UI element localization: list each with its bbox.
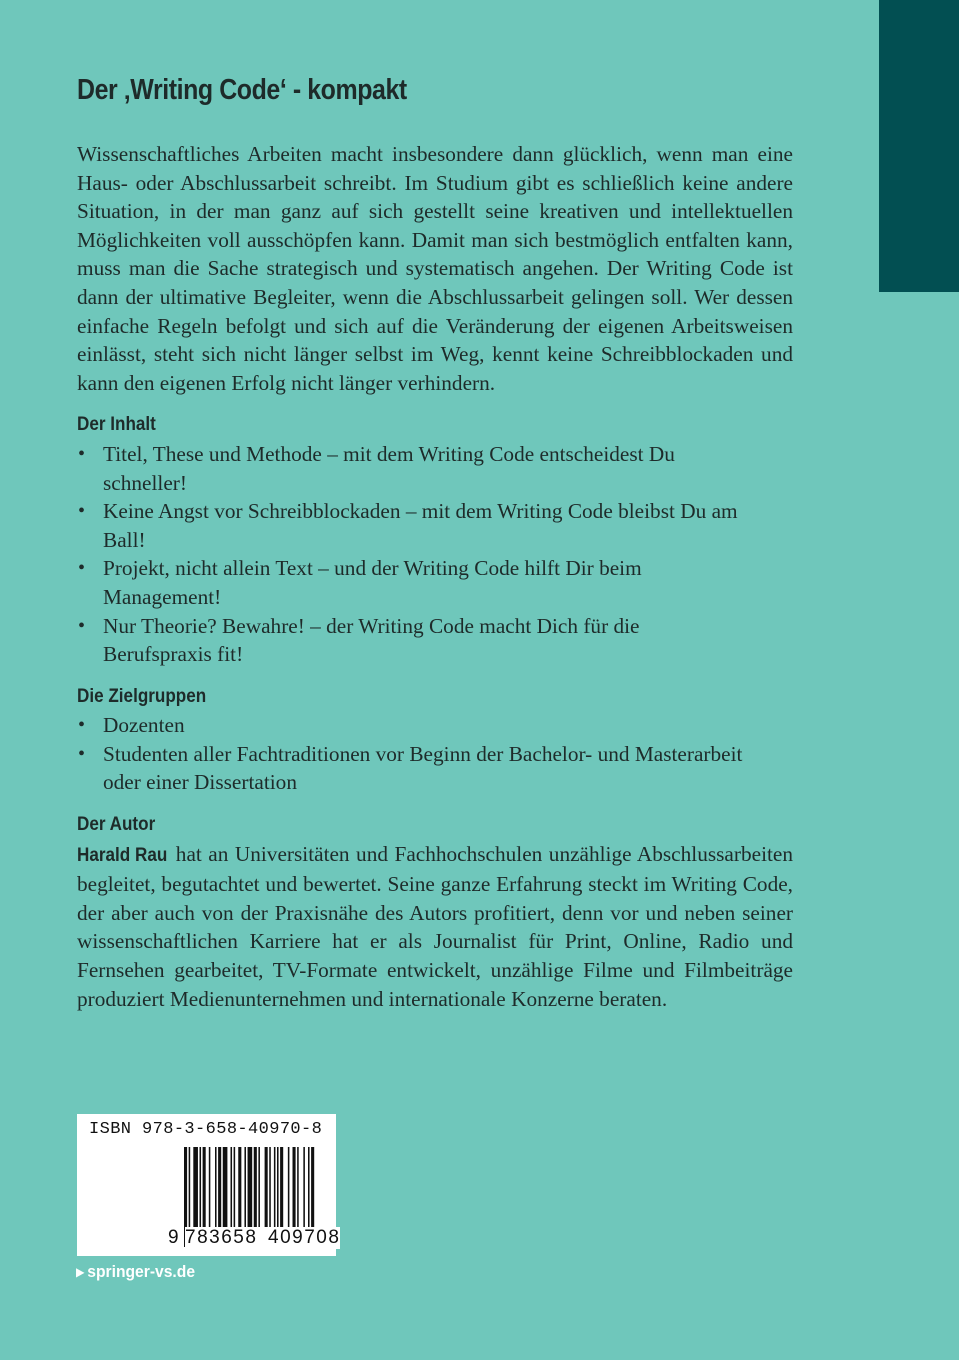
barcode-bar — [308, 1147, 310, 1227]
section-autor — [77, 811, 793, 1013]
isbn-barcode — [77, 1114, 341, 1256]
list-item: • Nur Theorie? Bewahre! – der Writing Code macht Dich für die Berufspraxis fit! — [78, 613, 640, 667]
barcode-bar — [265, 1147, 268, 1227]
ean-right-group: 409708 — [268, 1227, 341, 1248]
barcode-bar — [193, 1147, 198, 1227]
bullet-icon: • — [78, 557, 86, 580]
inhalt-list — [77, 440, 793, 669]
author-name: Harald Rau — [77, 844, 168, 866]
barcode-bar — [248, 1147, 253, 1227]
barcode-bar — [223, 1147, 228, 1227]
publisher-link[interactable] — [76, 1262, 195, 1282]
author-paragraph — [77, 840, 793, 1014]
back-cover-text — [77, 70, 793, 1013]
barcode-bar — [258, 1147, 260, 1227]
barcode-bar — [238, 1147, 241, 1227]
bullet-icon: • — [78, 742, 86, 765]
barcode-bar — [311, 1147, 314, 1227]
ean-first-digit: 9 — [168, 1227, 179, 1248]
list-item: • Keine Angst vor Schreibblockaden – mit dem Writing Code bleibst Du am Ball! — [78, 499, 738, 552]
barcode-bar — [288, 1147, 290, 1227]
section-heading-zielgruppen: Die Zielgruppen — [77, 685, 207, 707]
bullet-icon: • — [78, 442, 86, 465]
barcode-bar — [254, 1147, 257, 1227]
arrow-right-icon: ▶ — [76, 1265, 85, 1279]
barcode-bar — [215, 1147, 217, 1227]
barcode-bar — [231, 1147, 233, 1227]
section-heading-autor: Der Autor — [77, 814, 156, 836]
page-title: Der ‚Writing Code‘ - kompakt — [77, 74, 407, 106]
section-inhalt — [77, 411, 793, 668]
section-heading-inhalt: Der Inhalt — [77, 414, 156, 436]
barcode-bar — [244, 1147, 246, 1227]
barcode-bar — [280, 1147, 283, 1227]
barcode-bar — [209, 1147, 211, 1227]
barcode-bar — [293, 1147, 296, 1227]
list-item: • Projekt, nicht allein Text – und der Writing Code hilft Dir beim Management! — [78, 556, 642, 609]
section-zielgruppen — [77, 683, 793, 797]
bullet-icon: • — [78, 614, 86, 637]
list-item: • Studenten aller Fachtraditionen vor Beginn der Bachelor- und Masterarbeit oder einer Dissertation — [78, 741, 743, 795]
list-item: • Dozenten — [77, 711, 793, 740]
intro-paragraph: Wissenschaftliches Arbeiten macht insbesondere dann glücklich, wenn man eine Haus- oder Abschlussarbeit schreibt. Im Studium gibt es schließlich keine andere Situation, in der man ganz auf sich gestellt seine kreativen und intellektuellen Möglichkeiten voll ausschöpfen kann. Damit man sich bestmöglich entfalten kann, muss man die Sache strategisch und systematisch angehen. Der Writing Code ist dann der ultimative Begleiter, wenn die Abschlussarbeit gelingen soll. Wer dessen einfache Regeln befolgt und sich auf die Veränderung der eigenen Arbeitsweisen einlässt, steht sich nicht länger selbst im Weg, kennt keine Schreibblockaden und kann den eigenen Erfolg nicht länger verhindern. — [77, 142, 793, 395]
barcode-bar — [297, 1147, 299, 1227]
decorative-tab — [879, 0, 959, 292]
author-bio: hat an Universitäten und Fachhochschulen unzählige Abschlussarbeiten begleitet, begutachtet und bewertet. Seine ganze Erfahrung steckt im Writing Code, der aber auch von der Praxisnähe des Autors profitiert, denn vor und neben seiner wissenschaftlichen Karriere hat er als Journalist für Print, Online, Radio und Fernsehen gearbeitet, TV-Formate entwickelt, unzählige Filme und Filmbeiträge produziert Medienunternehmen und internationale Konzerne beraten. — [77, 841, 794, 1011]
barcode-bar — [234, 1147, 236, 1227]
zielgruppen-list — [77, 711, 793, 797]
ean-left-group: 783658 — [185, 1227, 258, 1248]
bullet-icon: • — [78, 714, 86, 737]
isbn-number: ISBN 978-3-658-40970-8 — [89, 1120, 323, 1139]
bullet-icon: • — [78, 500, 86, 523]
barcode-bar — [218, 1147, 221, 1227]
publisher-link-label: springer-vs.de — [87, 1262, 196, 1281]
barcode-bar — [200, 1147, 202, 1227]
barcode-bar — [303, 1147, 305, 1227]
barcode-bar — [203, 1147, 206, 1227]
list-item: • Titel, These und Methode – mit dem Writing Code entscheidest Du schneller! — [78, 441, 675, 495]
